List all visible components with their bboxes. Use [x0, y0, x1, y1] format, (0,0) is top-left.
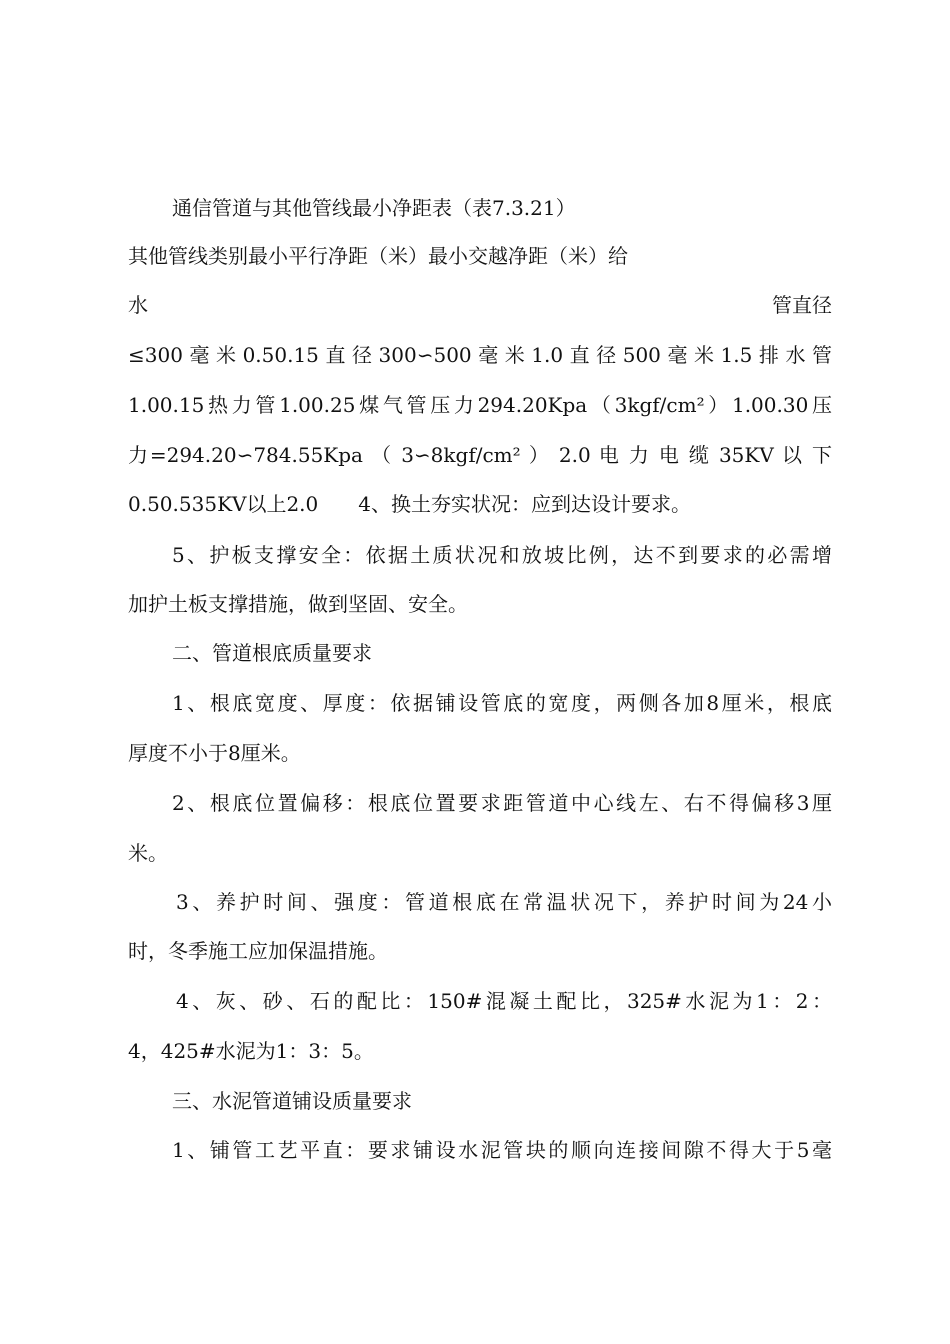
paragraph-line: 5、护板支撑安全：依据土质状况和放坡比例，达不到要求的必需增 — [172, 543, 832, 567]
table-cell-text: 水 — [128, 293, 148, 317]
paragraph-line: 4、灰、砂、石的配比：150#混凝土配比，325#水泥为1：2： — [176, 989, 832, 1013]
paragraph-line: 1、根底宽度、厚度：依据铺设管底的宽度，两侧各加8厘米，根底 — [172, 691, 832, 715]
table-row-line: ≤300毫米0.50.15直径300∽500毫米1.0直径500毫米1.5排水管 — [128, 343, 832, 367]
paragraph-line: 时，冬季施工应加保温措施。 — [128, 939, 388, 963]
table-cell-text: 管直径 — [772, 293, 832, 317]
section-heading: 三、水泥管道铺设质量要求 — [172, 1089, 412, 1113]
paragraph-line: 米。 — [128, 841, 168, 865]
paragraph-line: 3、养护时间、强度：管道根底在常温状况下，养护时间为24小 — [176, 890, 832, 914]
paragraph-line: 加护土板支撑措施，做到坚固、安全。 — [128, 592, 468, 616]
table-row-line: 力=294.20∽784.55Kpa （ 3∽8kgf/cm² ） 2.0 电 力 电 缆 35KV 以 下 — [128, 443, 832, 467]
paragraph-line: 厚度不小于8厘米。 — [128, 741, 301, 765]
paragraph-line: 0.50.535KV以上2.0 4、换土夯实状况：应到达设计要求。 — [128, 492, 691, 516]
section-heading: 二、管道根底质量要求 — [172, 641, 372, 665]
table-header-line: 其他管线类别最小平行净距（米）最小交越净距（米）给 — [128, 244, 628, 268]
paragraph-line: 1、铺管工艺平直：要求铺设水泥管块的顺向连接间隙不得大于5毫 — [172, 1138, 832, 1162]
table-row-line: 1.00.15热力管1.00.25煤气管压力294.20Kpa（3kgf/cm²）1.00.30压 — [128, 393, 832, 417]
table-row-line — [128, 292, 832, 318]
paragraph-line: 4，425#水泥为1：3：5。 — [128, 1039, 374, 1063]
table-title: 通信管道与其他管线最小净距表（表7.3.21） — [172, 196, 576, 220]
paragraph-line: 2、根底位置偏移：根底位置要求距管道中心线左、右不得偏移3厘 — [172, 791, 832, 815]
